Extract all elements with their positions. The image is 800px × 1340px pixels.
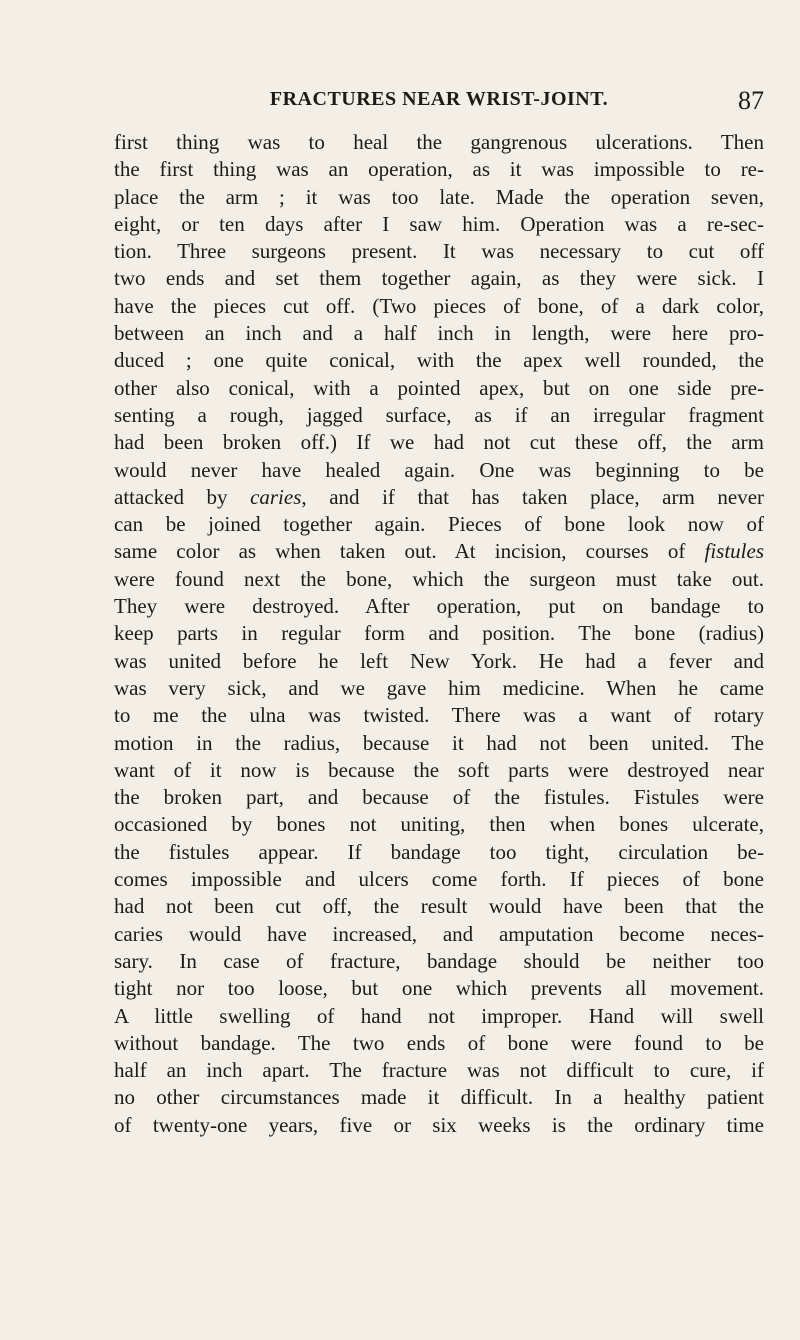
text-line <box>114 975 764 1002</box>
text-line <box>114 320 764 347</box>
text-run: other also conical, with a pointed apex, but on one side pre- <box>114 375 764 400</box>
text-line <box>114 538 764 565</box>
text-run: half an inch apart. The fracture was not difficult to cure, if <box>114 1058 764 1083</box>
text-run: had been broken off.) If we had not cut these off, the arm <box>114 430 764 455</box>
text-run: were found next the bone, which the surgeon must take out. <box>114 566 764 591</box>
text-run: want of it now is because the soft parts were destroyed near <box>114 757 764 782</box>
page-number: 87 <box>738 86 764 115</box>
text-run: had not been cut off, the result would have been that the <box>114 894 764 919</box>
text-line <box>114 347 764 374</box>
text-run: duced ; one quite conical, with the apex well rounded, the <box>114 348 764 373</box>
text-line <box>114 921 764 948</box>
text-run: senting a rough, jagged surface, as if an irregular fragment <box>114 402 764 427</box>
text-run: was united before he left New York. He had a fever and <box>114 648 764 673</box>
text-line <box>114 293 764 320</box>
text-run: motion in the radius, because it had not been united. The <box>114 730 764 755</box>
text-run: attacked by <box>114 484 251 509</box>
text-line <box>114 702 764 729</box>
text-line <box>114 1003 764 1030</box>
text-line <box>114 457 764 484</box>
text-line <box>114 1112 764 1139</box>
text-line <box>114 375 764 402</box>
text-run: occasioned by bones not uniting, then when bones ulcerate, <box>114 812 764 837</box>
text-line <box>114 402 764 429</box>
text-run: without bandage. The two ends of bone were found to be <box>114 1030 764 1055</box>
text-line <box>114 784 764 811</box>
text-line <box>114 620 764 647</box>
text-run: caries would have increased, and amputation become neces- <box>114 921 764 946</box>
running-head-title: FRACTURES NEAR WRIST-JOINT. <box>269 88 609 110</box>
text-line <box>114 429 764 456</box>
text-run: tion. Three surgeons present. It was necessary to cut off <box>114 239 764 264</box>
text-run: two ends and set them together again, as they were sick. I <box>114 266 764 291</box>
text-run: place the arm ; it was too late. Made the operation seven, <box>114 184 764 209</box>
text-run: have the pieces cut off. (Two pieces of bone, of a dark color, <box>114 293 764 318</box>
text-run: eight, or ten days after I saw him. Operation was a re-sec- <box>114 211 764 236</box>
text-line <box>114 156 764 183</box>
text-run: sary. In case of fracture, bandage should be neither too <box>114 948 764 973</box>
text-line <box>114 866 764 893</box>
running-head <box>114 86 764 120</box>
text-run: can be joined together again. Pieces of bone look now of <box>114 512 764 537</box>
text-run: the fistules appear. If bandage too tight, circulation be- <box>114 839 764 864</box>
text-run: between an inch and a half inch in length, were here pro- <box>114 321 764 346</box>
text-line <box>114 1057 764 1084</box>
text-line <box>114 566 764 593</box>
text-line <box>114 893 764 920</box>
text-line <box>114 730 764 757</box>
text-run: They were destroyed. After operation, put on bandage to <box>114 594 764 619</box>
text-line <box>114 948 764 975</box>
text-line <box>114 839 764 866</box>
text-run: comes impossible and ulcers come forth. If pieces of bone <box>114 867 764 892</box>
text-line <box>114 211 764 238</box>
text-run: first thing was to heal the gangrenous ulcerations. Then <box>114 130 764 154</box>
text-line <box>114 238 764 265</box>
text-run: would never have healed again. One was beginning to be <box>114 457 764 482</box>
text-line <box>114 129 764 156</box>
text-line <box>114 1084 764 1111</box>
text-run: , and if that has taken place, arm never <box>301 484 764 509</box>
text-run: of twenty-one years, five or six weeks is the ordinary time <box>114 1112 764 1137</box>
text-run: same color as when taken out. At incision, courses of <box>114 539 705 564</box>
text-line <box>114 757 764 784</box>
italic-term: fistules <box>704 539 764 564</box>
text-run: the broken part, and because of the fistules. Fistules were <box>114 785 764 810</box>
text-line <box>114 811 764 838</box>
text-line <box>114 484 764 511</box>
text-line <box>114 511 764 538</box>
text-run: keep parts in regular form and position. The bone (radius) <box>114 621 764 646</box>
text-run: A little swelling of hand not improper. Hand will swell <box>114 1003 764 1028</box>
text-line <box>114 593 764 620</box>
text-run: no other circumstances made it difficult. In a healthy patient <box>114 1085 764 1110</box>
text-run: tight nor too loose, but one which prevents all movement. <box>114 976 764 1001</box>
italic-term: caries <box>250 484 302 509</box>
text-line <box>114 265 764 292</box>
text-line <box>114 648 764 675</box>
text-line <box>114 1030 764 1057</box>
text-line <box>114 675 764 702</box>
text-run: was very sick, and we gave him medicine. When he came <box>114 675 764 700</box>
text-run: to me the ulna was twisted. There was a want of rotary <box>114 703 764 728</box>
body-text <box>114 129 764 1139</box>
text-run: the first thing was an operation, as it was impossible to re- <box>114 157 764 182</box>
text-line <box>114 184 764 211</box>
